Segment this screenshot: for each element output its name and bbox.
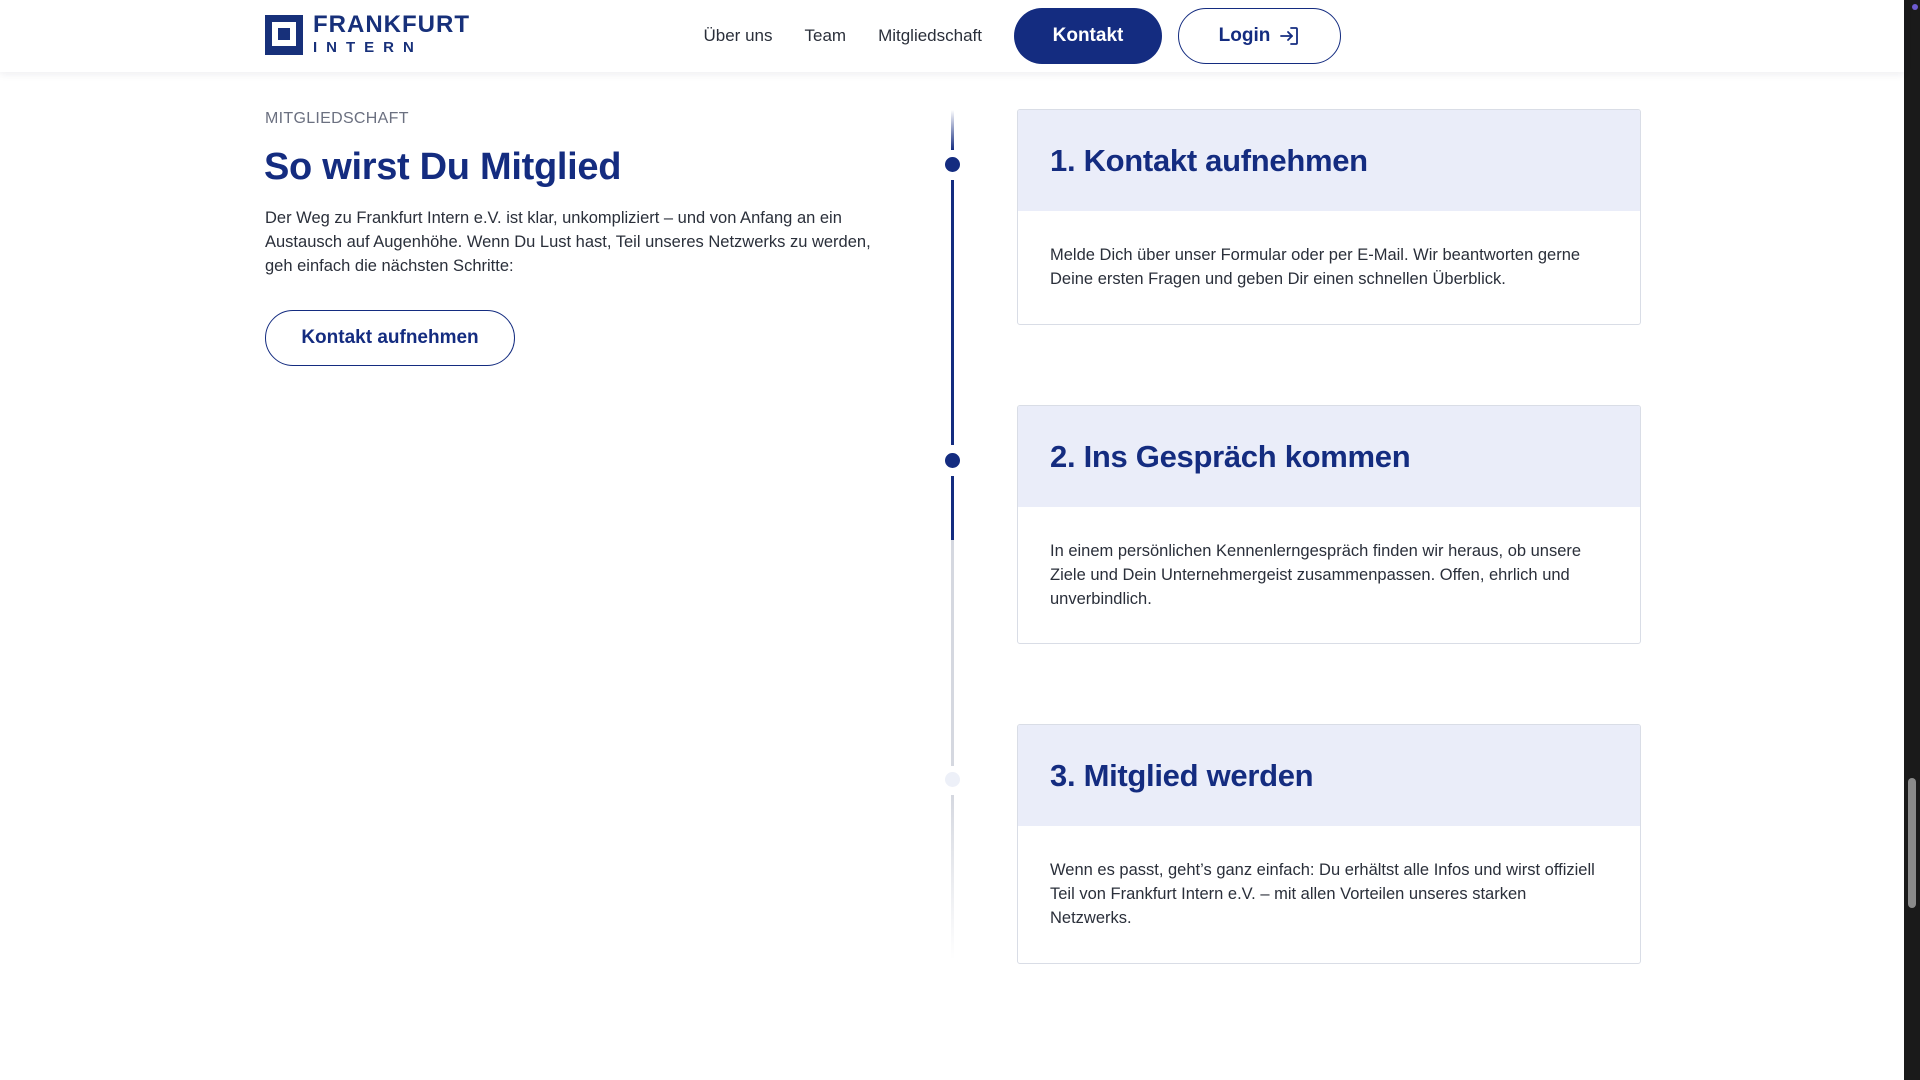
timeline-line xyxy=(951,540,954,766)
scrollbar-thumb[interactable] xyxy=(1908,778,1916,908)
step-title: 1. Kontakt aufnehmen xyxy=(1050,142,1368,178)
indicator-dot-icon xyxy=(1912,4,1918,10)
brand-name-line1: FRANKFURT xyxy=(313,11,470,38)
step-text: In einem persönlichen Kennenlerngespräch finden wir heraus, ob unsere Ziele und Dein Unternehmergeist zusammenpassen. Offen, ehrlich und unverbindlich. xyxy=(1050,542,1582,608)
timeline-dot-icon xyxy=(945,772,960,787)
login-button-label: Login xyxy=(1218,25,1271,46)
step-title: 2. Ins Gespräch kommen xyxy=(1050,438,1411,474)
brand-name-line2: INTERN xyxy=(313,39,423,56)
nav-link-team[interactable]: Team xyxy=(804,26,847,45)
section-intro: Der Weg zu Frankfurt Intern e.V. ist klar, unkompliziert – und von Anfang an ein Austausch auf Augenhöhe. Wenn Du Lust hast, Teil unseres Netzwerks zu werden, geh einfach die nächsten Schritte: xyxy=(265,209,871,275)
step-card-header xyxy=(1018,406,1640,507)
step-title: 3. Mitglied werden xyxy=(1050,757,1314,793)
step-card-3 xyxy=(1017,724,1641,964)
step-card-1 xyxy=(1017,109,1641,325)
brand-logo[interactable] xyxy=(265,11,470,56)
section-eyebrow: MITGLIEDSCHAFT xyxy=(265,110,409,127)
nav-link-ueber-uns[interactable]: Über uns xyxy=(703,26,773,45)
page-scrollbar[interactable] xyxy=(1904,0,1920,1080)
step-card-2 xyxy=(1017,405,1641,644)
step-text: Wenn es passt, geht’s ganz einfach: Du erhältst alle Infos und wirst offiziell Teil von Frankfurt Intern e.V. – mit allen Vorteilen unseres starken Netzwerks. xyxy=(1050,861,1595,927)
timeline-line xyxy=(951,110,954,150)
sign-in-icon xyxy=(1278,25,1300,47)
section-title: So wirst Du Mitglied xyxy=(264,146,622,188)
timeline-line xyxy=(951,795,954,960)
timeline-dot-icon xyxy=(945,157,960,172)
main-nav xyxy=(672,8,1342,64)
logo-mark-icon xyxy=(265,15,303,55)
login-button[interactable] xyxy=(1178,8,1341,64)
timeline-line xyxy=(951,476,954,540)
kontakt-aufnehmen-label: Kontakt aufnehmen xyxy=(301,327,479,348)
step-card-header xyxy=(1018,725,1640,826)
step-card-header xyxy=(1018,110,1640,211)
timeline-dot-icon xyxy=(945,453,960,468)
kontakt-button-label: Kontakt xyxy=(1052,25,1124,46)
nav-link-mitgliedschaft[interactable]: Mitgliedschaft xyxy=(878,26,982,45)
brand-name xyxy=(313,13,470,57)
kontakt-button[interactable] xyxy=(1014,8,1162,64)
kontakt-aufnehmen-button[interactable] xyxy=(265,310,515,366)
timeline-line xyxy=(951,180,954,445)
step-text: Melde Dich über unser Formular oder per E-Mail. Wir beantworten gerne Deine ersten Fragen und geben Dir einen schnellen Überblick. xyxy=(1050,246,1581,288)
site-header xyxy=(0,0,1904,72)
